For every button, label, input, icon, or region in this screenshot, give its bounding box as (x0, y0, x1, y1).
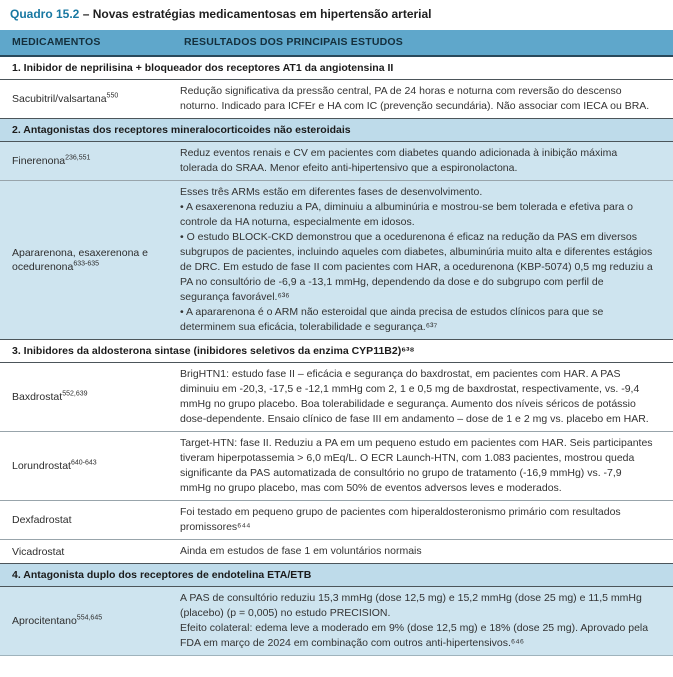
result-text-line: Efeito colateral: edema leve a moderado em 9% (dose 12,5 mg) e 18% (dose 25 mg). Aprovado pela FDA em março de 2024 em combinação com outros anti-hipertensivos.⁶⁴⁶ (180, 622, 649, 649)
table-row (0, 431, 673, 500)
study-results-cell (172, 587, 673, 655)
drug-name-cell (0, 455, 172, 477)
study-results-cell (172, 363, 673, 431)
table-row (0, 539, 673, 563)
drug-name-cell (0, 242, 172, 278)
result-text-line: • A apararenona é o ARM não esteroidal que ainda precisa de estudos clínicos para que se determinem sua eficácia, tolerabilidade e segurança.⁶³⁷ (180, 306, 604, 333)
drug-name-cell (0, 610, 172, 632)
quadro-table (0, 30, 673, 656)
drug-name: Vicadrostat (12, 545, 65, 558)
reference-superscript: 554,645 (76, 614, 103, 622)
section-3-heading: 3. Inibidores da aldosterona sintase (inibidores seletivos da enzima CYP11B2)⁶³⁸ (0, 340, 673, 363)
result-text-line: Foi testado em pequeno grupo de pacientes com hiperaldosteronismo primário com resultados promissores⁶⁴⁴ (180, 506, 621, 533)
reference-superscript: 633-635 (73, 260, 100, 268)
drug-name-cell (0, 150, 172, 172)
section-2-heading: 2. Antagonistas dos receptores mineralocorticoides não esteroidais (0, 119, 673, 142)
drug-name-cell (0, 88, 172, 110)
drug-name-cell (0, 386, 172, 408)
reference-superscript: 236,551 (65, 154, 91, 162)
result-text-line: Redução significativa da pressão central, PA de 24 horas e noturna com reversão do descenso noturno. Indicado para ICFEr e HA com IC (prevenção secundária). Não associar com IECA ou BRA. (180, 85, 650, 112)
reference-superscript: 640-643 (70, 459, 97, 467)
section-4-heading: 4. Antagonista duplo dos receptores de endotelina ETA/ETB (0, 564, 673, 587)
study-results-cell (172, 181, 673, 339)
result-text-line: Target-HTN: fase II. Reduziu a PA em um pequeno estudo em pacientes com HAR. Seis participantes tiveram hiperpotassemia > 6,0 mEq/L. O ECR Launch-HTN, com 1.083 pacientes, mostrou queda significante da PAS automatizada de consultório no grupo de tratamento (-16,9 mmHg) vs. -7,9 mmHg no grupo placebo, mas com 50% de eventos adversos leves e moderados. (180, 437, 653, 494)
page-title (0, 0, 673, 27)
study-results-cell (172, 142, 673, 180)
drug-name: Lorundrostat (12, 460, 71, 472)
table-header-row (0, 30, 673, 57)
result-text-line: Esses três ARMs estão em diferentes fases de desenvolvimento. (180, 186, 483, 198)
quadro-number-label: Quadro 15.2 (10, 7, 80, 21)
drug-name: Aprocitentano (12, 615, 77, 627)
column-header-medicamentos: MEDICAMENTOS (12, 36, 101, 48)
study-results-cell (172, 501, 673, 539)
table-row (0, 142, 673, 180)
table-row (0, 500, 673, 539)
column-header-resultados: RESULTADOS DOS PRINCIPAIS ESTUDOS (184, 36, 403, 48)
section-2 (0, 118, 673, 339)
result-text-line: Reduz eventos renais e CV em pacientes com diabetes quando adicionada à inibição máxima tolerada do SRAA. Menor efeito anti-hipertensivo que a espironolactona. (180, 147, 618, 174)
table-row (0, 180, 673, 339)
drug-name: Finerenona (12, 155, 66, 167)
study-results-cell (172, 540, 673, 563)
section-1 (0, 57, 673, 118)
result-text-line: • A esaxerenona reduziu a PA, diminuiu a albuminúria e mostrou-se bem tolerada e efetiva para o controle da HA noturna, especialmente em idosos. (180, 201, 633, 228)
section-4 (0, 563, 673, 655)
drug-name: Baxdrostat (12, 391, 63, 403)
study-results-cell (172, 80, 673, 118)
reference-superscript: 552,639 (62, 390, 88, 398)
drug-name-cell (0, 541, 172, 563)
table-row (0, 587, 673, 655)
reference-superscript: 550 (106, 92, 119, 100)
drug-name: Apararenona, esaxerenona e ocedurenona (12, 247, 149, 273)
study-results-cell (172, 432, 673, 500)
result-text-line: Ainda em estudos de fase 1 em voluntários normais (180, 545, 422, 557)
section-1-heading: 1. Inibidor de neprilisina + bloqueador dos receptores AT1 da angiotensina II (0, 57, 673, 80)
result-text-line: • O estudo BLOCK-CKD demonstrou que a ocedurenona é eficaz na redução da PAS em diversos subgrupos de pacientes, incluindo aqueles com diabetes, albuminúria muito alta e diferentes estágios de DRC. Em estudo de fase II com pacientes com HAR, a ocedurenona (KBP-5074) 0,5 mg reduziu a PA no consultório de -6,9 a -13,1 mmHg, dependendo da dose e do subgrupo com perfil de segurança favorável.⁶³⁶ (180, 231, 653, 303)
result-text-line: BrigHTN1: estudo fase II – eficácia e segurança do baxdrostat, em pacientes com HAR. A PAS diminuiu em -20,3, -17,5 e -12,1 mmHg com 2, 1 e 0,5 mg de baxdrostat, respectivamente, vs. -9,4 mmHg no grupo placebo. Boa tolerabilidade e segurança. Aumento dos níveis séricos de potássio dose-dependente. Ensaio clínico de fase III em andamento – dose de 1 e 2 mg vs. placebo em HAR. (180, 368, 649, 425)
drug-name: Sacubitril/valsartana (12, 93, 107, 105)
result-text-line: A PAS de consultório reduziu 15,3 mmHg (dose 12,5 mg) e 15,2 mmHg (dose 25 mg) e 11,5 mmHg (placebo) (p = 0,005) no estudo PRECISION. (180, 592, 642, 619)
table-row (0, 363, 673, 431)
quadro-title-text: – Novas estratégias medicamentosas em hipertensão arterial (79, 7, 432, 21)
section-3 (0, 339, 673, 563)
drug-name-cell (0, 509, 172, 531)
drug-name: Dexfadrostat (12, 514, 72, 526)
table-row (0, 80, 673, 118)
